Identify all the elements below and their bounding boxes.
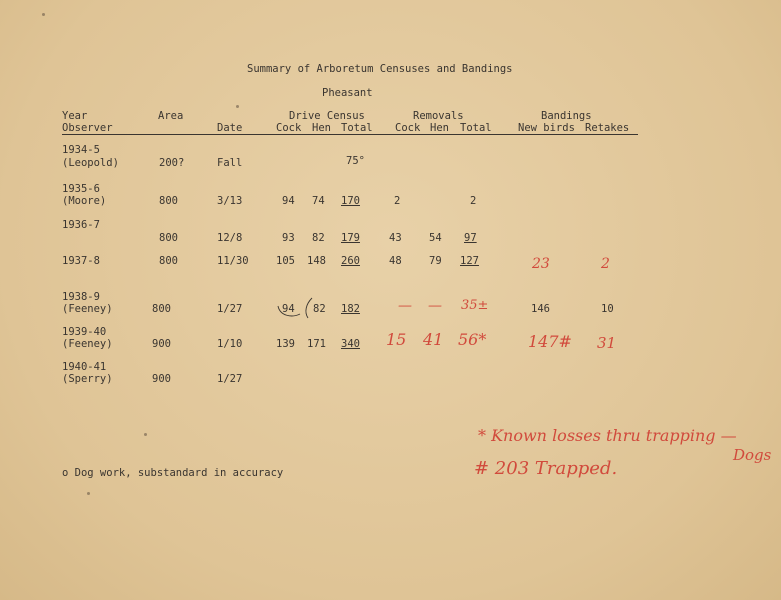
table-cell-dc-total: 260 [341, 255, 360, 267]
handwritten-note-dogs: Dogs [733, 446, 772, 464]
paper-speck [236, 105, 239, 108]
handwritten-note-trapped: # 203 Trapped. [474, 458, 618, 479]
table-cell-dc-total: 75° [346, 155, 365, 167]
table-cell-dc-total: 179 [341, 232, 360, 244]
header-observer: Observer [62, 122, 113, 134]
table-cell-area: 200? [159, 157, 185, 169]
table-cell-area: 900 [152, 338, 171, 350]
header-retakes: Retakes [585, 122, 630, 134]
table-cell-rm-hen: 41 [423, 330, 444, 349]
table-cell-date: 1/27 [217, 303, 243, 315]
header-date: Date [217, 122, 243, 134]
header-bandings: Bandings [541, 110, 592, 122]
table-cell-dc-total: 182 [341, 303, 360, 315]
table-cell-dc-hen: 74 [312, 195, 325, 207]
handwritten-note-losses: * Known losses thru trapping — [478, 426, 737, 445]
table-cell-date: Fall [217, 157, 243, 169]
header-removals: Removals [413, 110, 464, 122]
table-cell-dc-cock: 94 [282, 195, 295, 207]
paper-speck [144, 433, 147, 436]
table-cell-year: 1936-7 [62, 219, 100, 231]
table-cell-rm-hen: 54 [429, 232, 442, 244]
document-subtitle: Pheasant [322, 87, 373, 99]
table-cell-area: 800 [152, 303, 171, 315]
table-cell-year: 1938-9 [62, 291, 100, 303]
table-cell-dc-cock: 94 [282, 303, 295, 315]
table-cell-dc-hen: 82 [312, 232, 325, 244]
table-cell-rm-total: 56* [458, 330, 487, 349]
table-cell-year: 1935-6 [62, 183, 100, 195]
table-cell-retakes: 2 [601, 256, 610, 272]
table-cell-dc-cock: 105 [276, 255, 295, 267]
table-cell-rm-cock: 2 [394, 195, 401, 207]
table-cell-rm-cock: 15 [386, 330, 407, 349]
table-cell-dc-hen: 148 [307, 255, 326, 267]
table-cell-year: 1939-40 [62, 326, 107, 338]
table-cell-dc-hen: 171 [307, 338, 326, 350]
table-cell-observer: (Sperry) [62, 373, 113, 385]
table-cell-rm-cock: 48 [389, 255, 402, 267]
table-cell-date: 1/27 [217, 373, 243, 385]
table-cell-date: 3/13 [217, 195, 243, 207]
footnote: o Dog work, substandard in accuracy [62, 467, 284, 479]
table-cell-rm-total: 2 [470, 195, 477, 207]
table-cell-rm-cock: — [398, 298, 412, 314]
table-cell-year: 1934-5 [62, 144, 100, 156]
table-cell-dc-cock: 139 [276, 338, 295, 350]
table-cell-year: 1940-41 [62, 361, 107, 373]
header-rule [62, 134, 638, 135]
table-cell-new-birds: 147# [528, 332, 572, 351]
table-cell-date: 1/10 [217, 338, 243, 350]
table-cell-dc-cock: 93 [282, 232, 295, 244]
table-cell-area: 900 [152, 373, 171, 385]
table-cell-rm-hen: — [428, 298, 442, 314]
paper-speck [42, 13, 45, 16]
table-cell-rm-total: 127 [460, 255, 479, 267]
table-cell-rm-hen: 79 [429, 255, 442, 267]
table-cell-rm-total: 97 [464, 232, 477, 244]
table-cell-area: 800 [159, 195, 178, 207]
table-cell-dc-total: 170 [341, 195, 360, 207]
header-dc-total: Total [341, 122, 373, 134]
header-dc-cock: Cock [276, 122, 302, 134]
table-cell-area: 800 [159, 255, 178, 267]
table-cell-rm-total: 35± [461, 298, 489, 313]
header-rm-hen: Hen [430, 122, 449, 134]
header-area: Area [158, 110, 184, 122]
table-cell-year: 1937-8 [62, 255, 100, 267]
table-cell-area: 800 [159, 232, 178, 244]
header-rm-cock: Cock [395, 122, 421, 134]
table-cell-date: 12/8 [217, 232, 243, 244]
table-cell-observer: (Feeney) [62, 338, 113, 350]
table-cell-retakes: 10 [601, 303, 614, 315]
document-title: Summary of Arboretum Censuses and Bandings [247, 63, 513, 75]
table-cell-observer: (Moore) [62, 195, 107, 207]
table-cell-date: 11/30 [217, 255, 249, 267]
table-cell-observer: (Feeney) [62, 303, 113, 315]
table-cell-new-birds: 146 [531, 303, 550, 315]
header-drive-census: Drive Census [289, 110, 365, 122]
header-year: Year [62, 110, 88, 122]
header-rm-total: Total [460, 122, 492, 134]
table-cell-rm-cock: 43 [389, 232, 402, 244]
header-dc-hen: Hen [312, 122, 331, 134]
table-cell-observer: (Leopold) [62, 157, 119, 169]
table-cell-dc-hen: 82 [313, 303, 326, 315]
paper-speck [87, 492, 90, 495]
table-cell-retakes: 31 [597, 334, 617, 352]
handwritten-arc-mark [270, 296, 340, 322]
table-cell-new-birds: 23 [532, 256, 550, 272]
header-new-birds: New birds [518, 122, 575, 134]
table-cell-dc-total: 340 [341, 338, 360, 350]
